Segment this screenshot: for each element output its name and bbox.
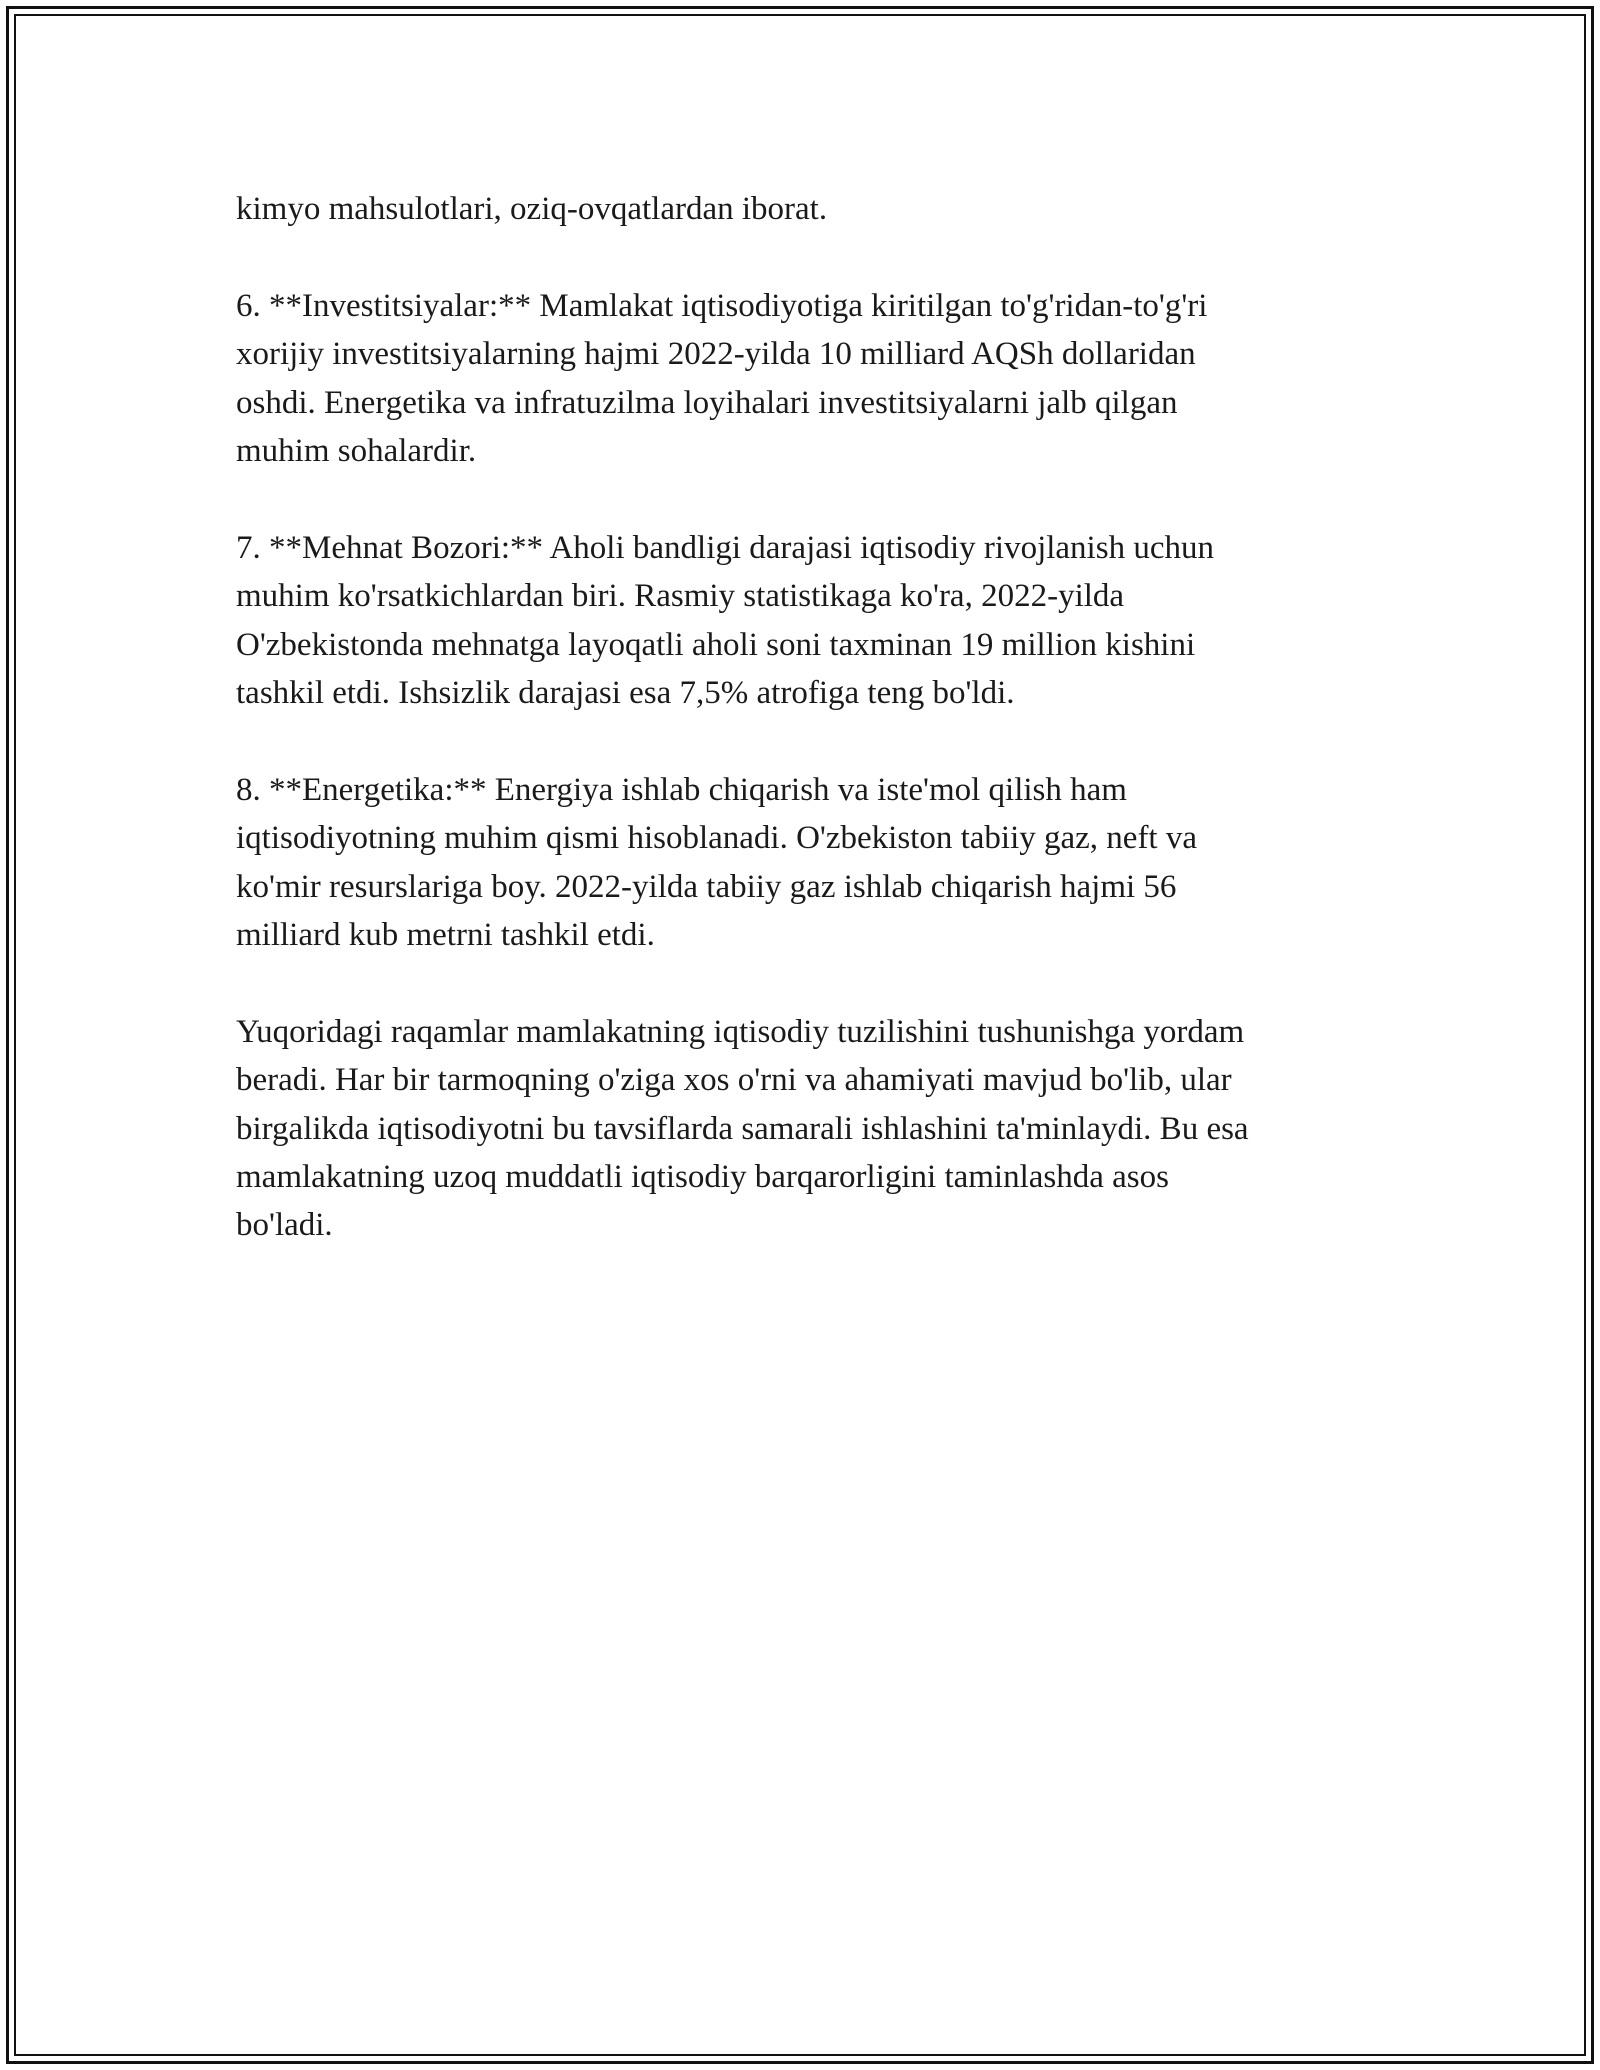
text-line: milliard kub metrni tashkil etdi. [236, 917, 655, 954]
text-line: beradi. Har bir tarmoqning o'ziga xos o'rni va ahamiyati mavjud bo'lib, ular [236, 1062, 1232, 1099]
text-line: muhim ko'rsatkichlardan biri. Rasmiy statistikaga ko'ra, 2022-yilda [236, 578, 1125, 615]
text-line: kimyo mahsulotlari, oziq-ovqatlardan iborat. [236, 191, 828, 227]
text-line: tashkil etdi. Ishsizlik darajasi esa 7,5% atrofiga teng bo'ldi. [236, 675, 1015, 712]
paragraph-continuation [236, 185, 1386, 233]
paragraph-conclusion [236, 1008, 1386, 1250]
text-line: bo'ladi. [236, 1207, 333, 1244]
text-line: xorijiy investitsiyalarning hajmi 2022-yilda 10 milliard AQSh dollaridan [236, 336, 1196, 373]
paragraph-energy [236, 766, 1386, 960]
paragraph-investments [236, 282, 1386, 476]
text-line: 6. **Investitsiyalar:** Mamlakat iqtisodiyotiga kiritilgan to'g'ridan-to'g'ri [236, 287, 1208, 324]
text-line: birgalikda iqtisodiyotni bu tavsiflarda samarali ishlashini ta'minlaydi. Bu esa [236, 1110, 1249, 1147]
text-line: O'zbekistonda mehnatga layoqatli aholi soni taxminan 19 million kishini [236, 626, 1196, 663]
text-line: iqtisodiyotning muhim qismi hisoblanadi. O'zbekiston tabiiy gaz, neft va [236, 820, 1197, 857]
text-line: mamlakatning uzoq muddatli iqtisodiy barqarorligini taminlashda asos [236, 1159, 1169, 1196]
text-line: 7. **Mehnat Bozori:** Aholi bandligi darajasi iqtisodiy rivojlanish uchun [236, 529, 1214, 566]
text-line: 8. **Energetika:** Energiya ishlab chiqarish va iste'mol qilish ham [236, 771, 1127, 808]
text-line: muhim sohalardir. [236, 433, 477, 470]
text-line: oshdi. Energetika va infratuzilma loyihalari investitsiyalarni jalb qilgan [236, 384, 1178, 421]
text-line: ko'mir resurslariga boy. 2022-yilda tabiiy gaz ishlab chiqarish hajmi 56 [236, 868, 1177, 905]
paragraph-labor-market [236, 524, 1386, 718]
text-line: Yuqoridagi raqamlar mamlakatning iqtisodiy tuzilishini tushunishga yordam [236, 1013, 1245, 1050]
document-body [236, 185, 1386, 1298]
